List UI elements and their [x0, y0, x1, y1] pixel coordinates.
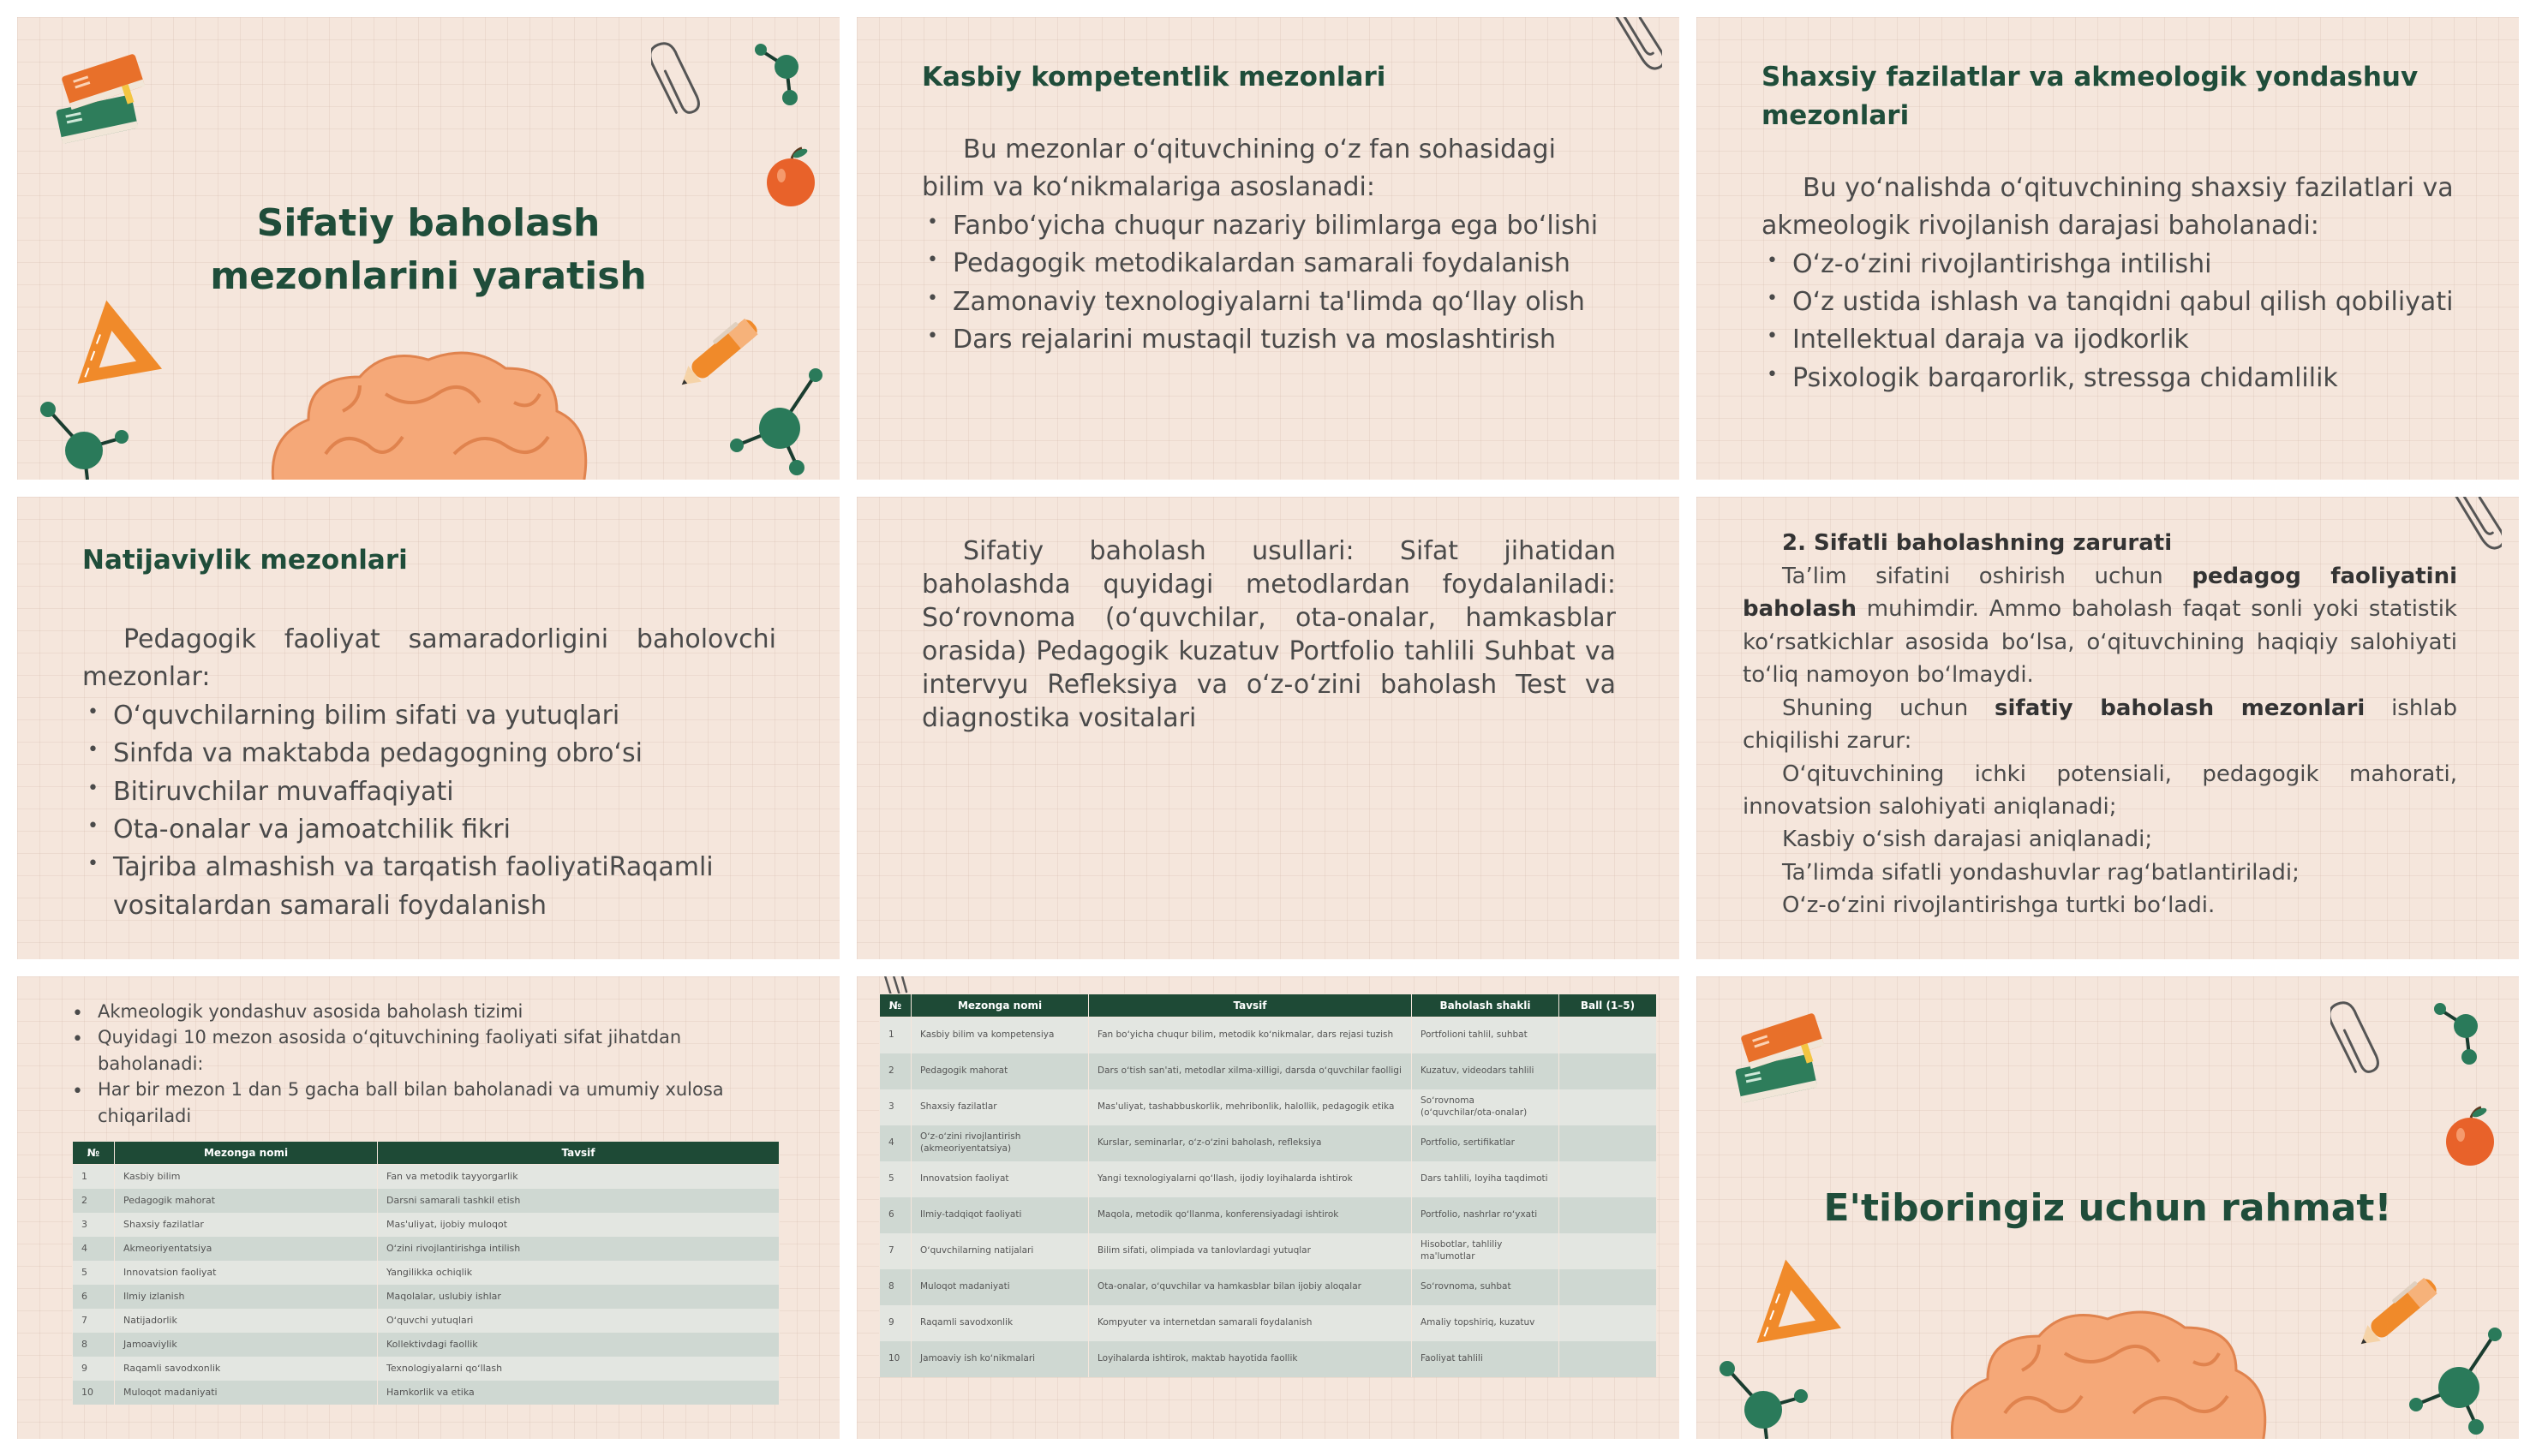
table-row: [73, 1357, 780, 1381]
table-cell: [1559, 1053, 1657, 1089]
table-cell: Yangilikka ochiqlik: [378, 1261, 780, 1285]
text-run: Ta’lim sifatini oshirish uchun: [1782, 563, 2192, 589]
list-item: • Sinfda va maktabda pedagogning obroʻsi: [113, 735, 776, 773]
table-cell: 1: [73, 1165, 115, 1190]
list-item: • Pedagogik metodikalardan samarali foydalanish: [953, 245, 1616, 283]
table-cell: Innovatsion faoliyat: [912, 1161, 1089, 1197]
table-cell: Ota-onalar, oʻquvchilar va hamkasblar bilan ijobiy aloqalar: [1089, 1269, 1412, 1305]
text-run: Shuning uchun: [1782, 695, 1995, 721]
table-cell: [1559, 1017, 1657, 1054]
table-cell: 7: [73, 1309, 115, 1333]
table-cell: [1559, 1341, 1657, 1377]
slide-heading: Shaxsiy fazilatlar va akmeologik yondashuv mezonlari: [1761, 62, 2419, 131]
table-cell: Mas'uliyat, ijobiy muloqot: [378, 1213, 780, 1237]
paperclip-icon: [1611, 17, 1662, 86]
table-cell: 8: [880, 1269, 912, 1305]
table-cell: Akmeoriyentatsiya: [115, 1237, 378, 1261]
table-cell: Muloqot madaniyati: [912, 1269, 1089, 1305]
table-cell: Bilim sifati, olimpiada va tanlovlardagi yutuqlar: [1089, 1233, 1412, 1269]
table-row: [880, 1161, 1657, 1197]
table-row: [73, 1285, 780, 1309]
table-header: Mezonga nomi: [912, 994, 1089, 1017]
table-row: [880, 1089, 1657, 1125]
table-cell: Fan va metodik tayyorgarlik: [378, 1165, 780, 1190]
slide-text: Sifatiy baholash usullari: Sifat jihatidan baholashda quyidagi metodlardan foydalaniladi: Soʻrovnoma (oʻquvchilar, ota-onalar, hamkasblar orasida) Pedagogik kuzatuv Portfolio tahlili Suhbat va intervyu Refleksiya va oʻz-oʻzini baholash Test va diagnostika vositalari: [922, 536, 1616, 733]
table-cell: Shaxsiy fazilatlar: [115, 1213, 378, 1237]
table-cell: Hamkorlik va etika: [378, 1381, 780, 1405]
slide-7[interactable]: [17, 976, 840, 1439]
table-cell: Dars tahlili, loyiha taqdimoti: [1412, 1161, 1559, 1197]
table-body: [880, 1017, 1657, 1378]
table-cell: Kurslar, seminarlar, oʻz-oʻzini baholash, refleksiya: [1089, 1125, 1412, 1161]
table-cell: Pedagogik mahorat: [115, 1189, 378, 1213]
list-item: • Oʻquvchilarning bilim sifati va yutuqlari: [113, 697, 776, 735]
table-cell: Oʻquvchi yutuqlari: [378, 1309, 780, 1333]
table-cell: Ilmiy-tadqiqot faoliyati: [912, 1197, 1089, 1233]
slide-9[interactable]: [1696, 976, 2519, 1439]
table-cell: Raqamli savodxonlik: [115, 1357, 378, 1381]
table-cell: Kompyuter va internetdan samarali foydalanish: [1089, 1305, 1412, 1341]
slide-2[interactable]: [857, 17, 1679, 480]
table-cell: 7: [880, 1233, 912, 1269]
table-cell: Faoliyat tahlili: [1412, 1341, 1559, 1377]
list-item: • Ota-onalar va jamoatchilik fikri: [113, 811, 776, 849]
paragraph: Oʻz-oʻzini rivojlantirishga turtki boʻladi.: [1782, 892, 2216, 919]
thank-you-title: E'tiboringiz uchun rahmat!: [1823, 1186, 2392, 1230]
triangle-ruler-icon: [1741, 1250, 1844, 1345]
table-header: Ball (1–5): [1559, 994, 1657, 1017]
paragraph: Oʻqituvchining ichki potensiali, pedagogik mahorati, innovatsion salohiyati aniqlanadi;: [1743, 761, 2457, 820]
molecule-icon: [1714, 1353, 1816, 1439]
paperclip-icon: [651, 34, 703, 128]
table-cell: [1559, 1089, 1657, 1125]
table-cell: 6: [73, 1285, 115, 1309]
criteria-table: [72, 1141, 780, 1405]
table-header: Tavsif: [1089, 994, 1412, 1017]
table-row: [880, 1269, 1657, 1305]
assessment-table: [879, 994, 1657, 1377]
table-cell: [1559, 1269, 1657, 1305]
brain-icon: [257, 343, 600, 480]
table-row: [73, 1165, 780, 1190]
table-cell: 1: [880, 1017, 912, 1054]
table-row: [73, 1261, 780, 1285]
paragraph: [1743, 560, 2457, 692]
table-cell: Maqola, metodik qoʻllanma, konferensiyadagi ishtirok: [1089, 1197, 1412, 1233]
table-header: Baholash shakli: [1412, 994, 1559, 1017]
table-cell: Natijadorlik: [115, 1309, 378, 1333]
table-cell: 3: [73, 1213, 115, 1237]
brain-icon: [1936, 1302, 2279, 1439]
table-row: [880, 1341, 1657, 1377]
molecule-icon: [2425, 994, 2502, 1071]
list-item: • Bitiruvchilar muvaffaqiyati: [113, 773, 776, 811]
table-cell: Soʻrovnoma, suhbat: [1412, 1269, 1559, 1305]
list-item: • Dars rejalarini mustaqil tuzish va moslashtirish: [953, 321, 1616, 359]
slide-5[interactable]: [857, 497, 1679, 959]
table-cell: Muloqot madaniyati: [115, 1381, 378, 1405]
table-row: [73, 1213, 780, 1237]
table-cell: [1559, 1233, 1657, 1269]
slide-8[interactable]: [857, 976, 1679, 1439]
slide-heading: 2. Sifatli baholashning zarurati: [1782, 530, 2173, 556]
list-item: • Tajriba almashish va tarqatish faoliyatiRaqamli vositalardan samarali foydalanish: [113, 849, 776, 925]
molecule-icon: [745, 34, 822, 111]
table-cell: Kuzatuv, videodars tahlili: [1412, 1053, 1559, 1089]
table-cell: Amaliy topshiriq, kuzatuv: [1412, 1305, 1559, 1341]
slide-intro: Pedagogik faoliyat samaradorligini baholovchi mezonlar:: [82, 624, 776, 693]
paragraph: Ta’limda sifatli yondashuvlar ragʻbatlantiriladi;: [1782, 859, 2300, 886]
triangle-ruler-icon: [62, 291, 164, 385]
table-header: Tavsif: [378, 1142, 780, 1165]
table-row: [880, 1017, 1657, 1054]
table-row: [880, 1197, 1657, 1233]
slide-intro: Bu yoʻnalishda oʻqituvchining shaxsiy fazilatlari va akmeologik rivojlanish darajasi baholanadi:: [1761, 172, 2454, 242]
text-run: ishlab chiqilishi zarur:: [1743, 695, 2457, 755]
slide-1[interactable]: [17, 17, 840, 480]
table-cell: 5: [880, 1161, 912, 1197]
slide-intro: Bu mezonlar oʻqituvchining oʻz fan sohasidagi bilim va koʻnikmalariga asoslanadi:: [922, 134, 1556, 203]
table-cell: Kasbiy bilim va kompetensiya: [912, 1017, 1089, 1054]
slide-6[interactable]: [1696, 497, 2519, 959]
table-cell: Yangi texnologiyalarni qoʻllash, ijodiy loyihalarda ishtirok: [1089, 1161, 1412, 1197]
slide-heading: Kasbiy kompetentlik mezonlari: [922, 62, 1386, 92]
table-cell: Innovatsion faoliyat: [115, 1261, 378, 1285]
table-row: [73, 1189, 780, 1213]
table-row: [880, 1125, 1657, 1161]
table-cell: [1559, 1125, 1657, 1161]
list-item: • Akmeologik yondashuv asosida baholash tizimi: [98, 999, 766, 1024]
paragraph: Kasbiy oʻsish darajasi aniqlanadi;: [1782, 826, 2153, 853]
slide-title: Sifatiy baholash mezonlarini yaratish: [210, 201, 647, 298]
books-icon: [41, 41, 161, 161]
table-cell: Jamoaviylik: [115, 1333, 378, 1357]
table-cell: Texnologiyalarni qoʻllash: [378, 1357, 780, 1381]
table-cell: 6: [880, 1197, 912, 1233]
table-header: №: [73, 1142, 115, 1165]
table-body: [73, 1165, 780, 1405]
books-icon: [1720, 1000, 1840, 1120]
table-cell: 2: [880, 1053, 912, 1089]
list-item: • Zamonaviy texnologiyalarni ta'limda qoʻllay olish: [953, 283, 1616, 321]
list-item: • Fanboʻyicha chuqur nazariy bilimlarga ega boʻlishi: [953, 207, 1616, 245]
table-cell: Soʻrovnoma (oʻquvchilar/ota-onalar): [1412, 1089, 1559, 1125]
table-cell: 3: [880, 1089, 912, 1125]
table-cell: 9: [880, 1305, 912, 1341]
table-row: [880, 1233, 1657, 1269]
table-cell: Jamoaviy ish koʻnikmalari: [912, 1341, 1089, 1377]
bullet-list: [72, 999, 766, 1129]
paragraph: [1743, 692, 2457, 758]
slide-heading: Natijaviylik mezonlari: [82, 545, 408, 576]
table-cell: [1559, 1161, 1657, 1197]
table-cell: Portfolio, nashrlar roʻyxati: [1412, 1197, 1559, 1233]
table-cell: Portfolioni tahlil, suhbat: [1412, 1017, 1559, 1054]
list-item: • Har bir mezon 1 dan 5 gacha ball bilan baholanadi va umumiy xulosa chiqariladi: [98, 1077, 766, 1129]
table-cell: Oʻzini rivojlantirishga intilish: [378, 1237, 780, 1261]
slide-4[interactable]: [17, 497, 840, 959]
bold-text: pedagog faoliyatini baholash: [1743, 563, 2458, 623]
table-cell: Oʻquvchilarning natijalari: [912, 1233, 1089, 1269]
table-cell: 10: [73, 1381, 115, 1405]
table-cell: 10: [880, 1341, 912, 1377]
molecule-icon: [728, 360, 840, 480]
paperclip-icon: [2330, 994, 2382, 1088]
text-run: muhimdir. Ammo baholash faqat sonli yoki statistik koʻrsatkichlar asosida boʻlsa, oʻqituvchining haqiqiy salohiyati toʻliq namoyon boʻlmaydi.: [1743, 596, 2457, 689]
table-cell: Ilmiy izlanish: [115, 1285, 378, 1309]
table-cell: Hisobotlar, tahliliy ma'lumotlar: [1412, 1233, 1559, 1269]
bullet-list: [1761, 246, 2455, 398]
apple-icon: [2440, 1101, 2500, 1169]
table-row: [73, 1333, 780, 1357]
table-cell: Darsni samarali tashkil etish: [378, 1189, 780, 1213]
table-cell: Fan boʻyicha chuqur bilim, metodik koʻnikmalar, dars rejasi tuzish: [1089, 1017, 1412, 1054]
table-cell: Kasbiy bilim: [115, 1165, 378, 1190]
table-cell: Dars oʻtish san'ati, metodlar xilma-xilligi, darsda oʻquvchilar faolligi: [1089, 1053, 1412, 1089]
list-item: • Oʻz ustida ishlash va tanqidni qabul qilish qobiliyati: [1792, 283, 2455, 321]
table-cell: 8: [73, 1333, 115, 1357]
table-header: Mezonga nomi: [115, 1142, 378, 1165]
slide-3[interactable]: [1696, 17, 2519, 480]
table-cell: Oʻz-oʻzini rivojlantirish (akmeoriyentatsiya): [912, 1125, 1089, 1161]
table-cell: 2: [73, 1189, 115, 1213]
molecule-icon: [34, 394, 137, 480]
table-header: №: [880, 994, 912, 1017]
bullet-list: [82, 697, 776, 925]
table-cell: 5: [73, 1261, 115, 1285]
table-cell: 4: [880, 1125, 912, 1161]
list-item: • Psixologik barqarorlik, stressga chidamlilik: [1792, 360, 2455, 397]
table-row: [73, 1309, 780, 1333]
table-cell: [1559, 1305, 1657, 1341]
table-cell: Portfolio, sertifikatlar: [1412, 1125, 1559, 1161]
molecule-icon: [2407, 1319, 2519, 1439]
list-item: • Intellektual daraja va ijodkorlik: [1792, 321, 2455, 359]
table-cell: Pedagogik mahorat: [912, 1053, 1089, 1089]
table-cell: Raqamli savodxonlik: [912, 1305, 1089, 1341]
table-cell: Mas'uliyat, tashabbuskorlik, mehribonlik, halollik, pedagogik etika: [1089, 1089, 1412, 1125]
table-row: [73, 1237, 780, 1261]
bold-text: sifatiy baholash mezonlari: [1995, 695, 2366, 721]
table-cell: Maqolalar, uslubiy ishlar: [378, 1285, 780, 1309]
table-cell: Loyihalarda ishtirok, maktab hayotida faollik: [1089, 1341, 1412, 1377]
table-cell: 4: [73, 1237, 115, 1261]
table-cell: Shaxsiy fazilatlar: [912, 1089, 1089, 1125]
table-row: [880, 1305, 1657, 1341]
table-cell: Kollektivdagi faollik: [378, 1333, 780, 1357]
table-row: [73, 1381, 780, 1405]
table-cell: 9: [73, 1357, 115, 1381]
table-row: [880, 1053, 1657, 1089]
paperclip-icon: [2450, 497, 2502, 565]
table-cell: [1559, 1197, 1657, 1233]
list-item: • Quyidagi 10 mezon asosida oʻqituvchining faoliyati sifat jihatdan baholanadi:: [98, 1024, 766, 1077]
bullet-list: [922, 207, 1616, 360]
list-item: • Oʻz-oʻzini rivojlantirishga intilishi: [1792, 246, 2455, 283]
